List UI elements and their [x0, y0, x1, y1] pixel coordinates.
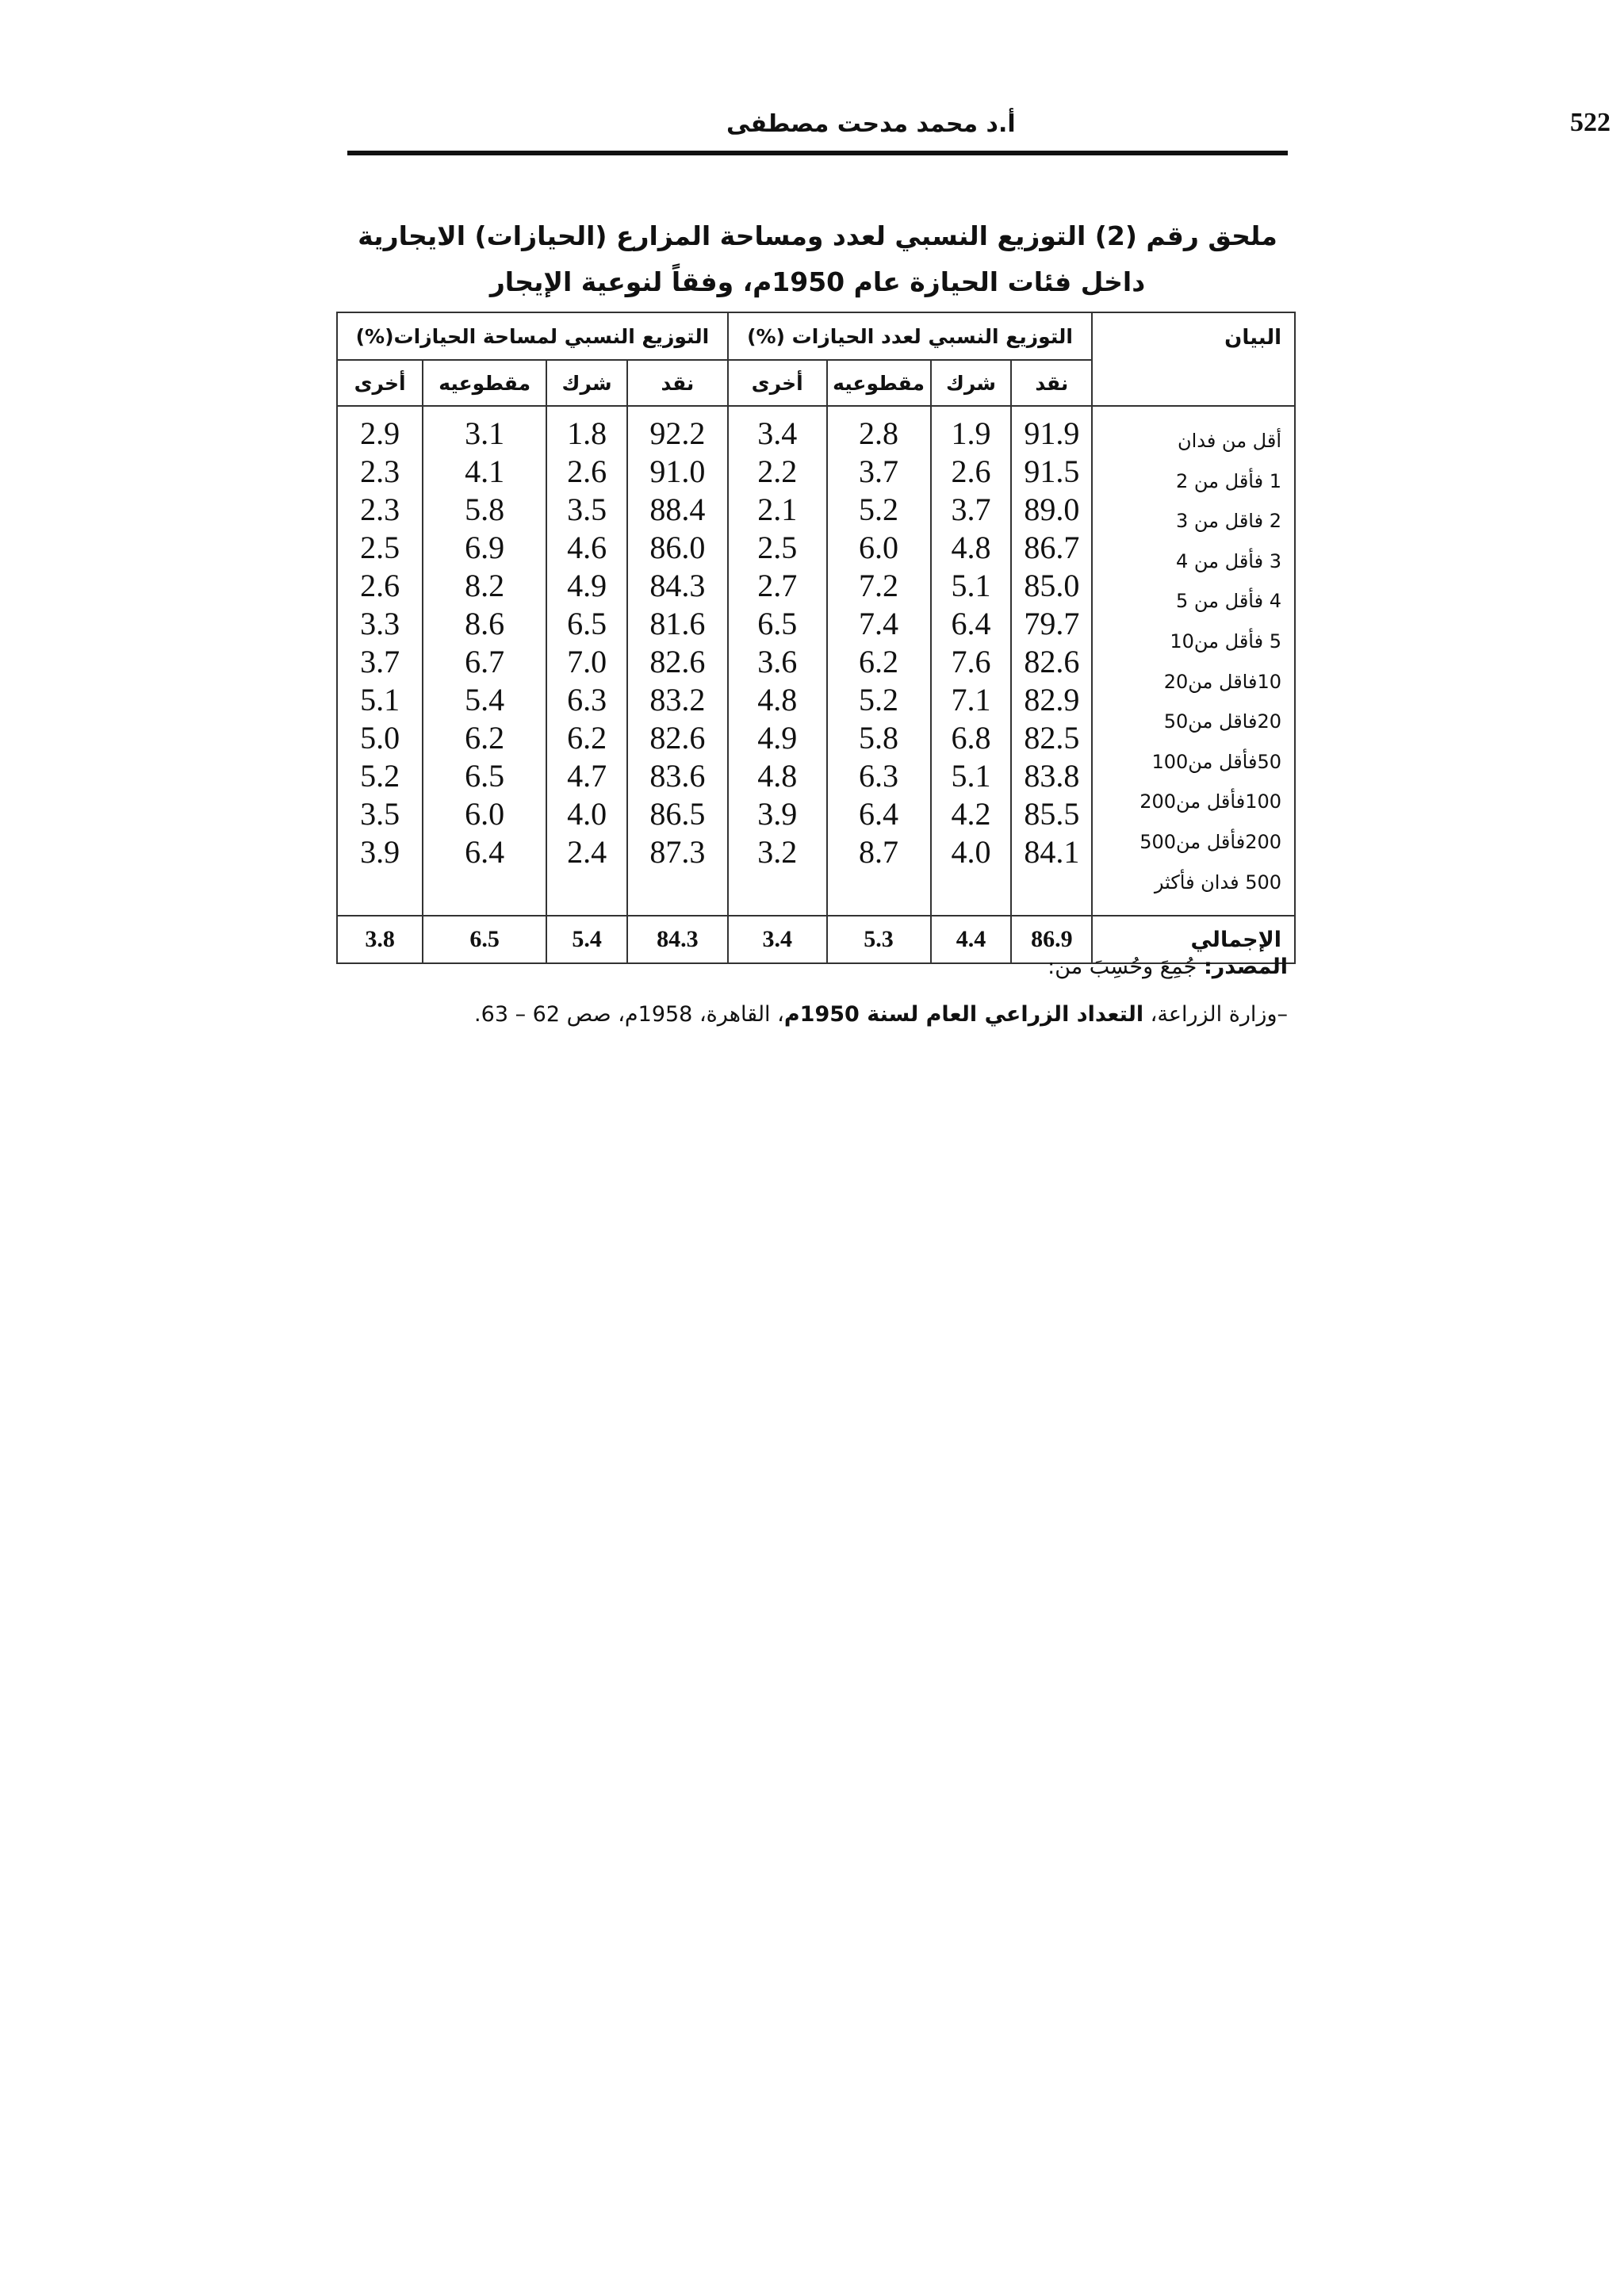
count-naqd-cell: 91.9: [1024, 415, 1080, 451]
area-sharak-cell: 6.5: [567, 606, 607, 641]
source-prefix: –وزارة الزراعة،: [1143, 1002, 1288, 1027]
area-ukhra-column: [337, 406, 423, 916]
total-count-naqd: 86.9: [1011, 916, 1092, 963]
count-subheader-ukhra: أخرى: [728, 360, 827, 406]
count-sharak-cell: 4.2: [951, 796, 991, 832]
count-sharak-cell: 2.6: [951, 453, 991, 489]
area-maqtouiya-cell: 3.1: [465, 415, 505, 451]
count-sharak-cell: 7.1: [951, 682, 991, 718]
area-sharak-cell: 2.6: [567, 453, 607, 489]
count-maqtouiya-cell: 3.7: [859, 453, 899, 489]
count-maqtouiya-cell: 7.2: [859, 568, 899, 603]
row-labels-cell: أقل من فدان: [1177, 430, 1281, 452]
count-ukhra-cell: 6.5: [757, 606, 798, 641]
count-sharak-cell: 7.6: [951, 644, 991, 679]
count-maqtouiya-cell: 5.2: [859, 682, 899, 718]
area-maqtouiya-cell: 8.2: [465, 568, 505, 603]
area-naqd-cell: 91.0: [649, 453, 706, 489]
row-labels-cell: 1 فأقل من 2: [1175, 469, 1281, 492]
count-ukhra-column: [728, 406, 827, 916]
area-naqd-cell: 88.4: [649, 492, 706, 527]
area-naqd-cell: 87.3: [649, 834, 706, 870]
total-count-maqtouiya: 5.3: [827, 916, 931, 963]
count-maqtouiya-cell: 2.8: [859, 415, 899, 451]
area-ukhra-cell: 5.2: [360, 758, 400, 794]
area-maqtouiya-cell: 6.9: [465, 530, 505, 565]
count-ukhra-cell: 4.9: [757, 720, 798, 756]
area-sharak-column: [546, 406, 627, 916]
area-maqtouiya-cell: 6.5: [465, 758, 505, 794]
area-sharak-cell: 4.7: [567, 758, 607, 794]
area-ukhra-cell: 3.7: [360, 644, 400, 679]
count-sharak-cell: 6.4: [951, 606, 991, 641]
area-ukhra-cell: 3.3: [360, 606, 400, 641]
count-maqtouiya-cell: 5.2: [859, 492, 899, 527]
area-sharak-cell: 6.2: [567, 720, 607, 756]
row-labels-cell: 500 فدان فأكثر: [1154, 871, 1281, 894]
area-ukhra-cell: 5.1: [360, 682, 400, 718]
area-sharak-cell: 6.3: [567, 682, 607, 718]
count-sharak-cell: 3.7: [951, 492, 991, 527]
area-ukhra-cell: 3.9: [360, 834, 400, 870]
page-number: 522: [1570, 108, 1611, 137]
count-naqd-cell: 79.7: [1024, 606, 1080, 641]
count-maqtouiya-cell: 7.4: [859, 606, 899, 641]
area-naqd-cell: 83.6: [649, 758, 706, 794]
area-ukhra-cell: 2.3: [360, 492, 400, 527]
area-naqd-cell: 84.3: [649, 568, 706, 603]
count-maqtouiya-cell: 6.3: [859, 758, 899, 794]
count-ukhra-cell: 3.6: [757, 644, 798, 679]
count-ukhra-cell: 3.4: [757, 415, 798, 451]
count-naqd-cell: 82.5: [1024, 720, 1080, 756]
count-ukhra-cell: 3.2: [757, 834, 798, 870]
area-sharak-cell: 7.0: [567, 644, 607, 679]
count-sharak-cell: 5.1: [951, 758, 991, 794]
count-naqd-cell: 82.9: [1024, 682, 1080, 718]
area-naqd-cell: 86.0: [649, 530, 706, 565]
row-labels-cell: 10فاقل من20: [1163, 670, 1281, 693]
count-naqd-cell: 85.5: [1024, 796, 1080, 832]
area-ukhra-cell: 2.9: [360, 415, 400, 451]
count-maqtouiya-column: [827, 406, 931, 916]
table-title-line-1: ملحق رقم (2) التوزيع النسبي لعدد ومساحة المزارع (الحيازات) الايجارية: [358, 220, 1277, 251]
source-line-2: [347, 1002, 1288, 1027]
total-area-maqtouiya: 6.5: [423, 916, 546, 963]
total-area-ukhra: 3.8: [337, 916, 423, 963]
count-naqd-cell: 84.1: [1024, 834, 1080, 870]
area-sharak-cell: 2.4: [567, 834, 607, 870]
row-labels-cell: 100فأقل من200: [1139, 790, 1281, 813]
count-sharak-cell: 6.8: [951, 720, 991, 756]
count-ukhra-cell: 3.9: [757, 796, 798, 832]
count-sharak-cell: 4.8: [951, 530, 991, 565]
count-sharak-cell: 4.0: [951, 834, 991, 870]
area-sharak-cell: 1.8: [567, 415, 607, 451]
area-maqtouiya-cell: 6.2: [465, 720, 505, 756]
count-sharak-column: [931, 406, 1012, 916]
total-area-naqd: 84.3: [627, 916, 728, 963]
area-maqtouiya-cell: 5.8: [465, 492, 505, 527]
area-subheader-maqtouiya: مقطوعيه: [423, 360, 546, 406]
area-maqtouiya-column: [423, 406, 546, 916]
count-naqd-cell: 83.8: [1024, 758, 1080, 794]
source-label-rest: جُمِعَ وحُسِبَ من:: [1048, 955, 1204, 979]
source-label: المصدر:: [1203, 955, 1288, 979]
distribution-table: [336, 312, 1296, 964]
source-line-1: [347, 955, 1288, 979]
area-maqtouiya-cell: 6.0: [465, 796, 505, 832]
area-ukhra-cell: 2.6: [360, 568, 400, 603]
area-sharak-cell: 4.6: [567, 530, 607, 565]
count-ukhra-cell: 4.8: [757, 682, 798, 718]
area-subheader-sharak: شرك: [546, 360, 627, 406]
author-name: أ.د محمد مدحت مصطفى: [726, 110, 1016, 138]
source-census-title: التعداد الزراعي العام لسنة 1950م: [783, 1002, 1144, 1027]
count-subheader-sharak: شرك: [931, 360, 1012, 406]
row-labels-column: [1092, 406, 1295, 916]
count-naqd-cell: 82.6: [1024, 644, 1080, 679]
area-maqtouiya-cell: 6.4: [465, 834, 505, 870]
count-ukhra-cell: 4.8: [757, 758, 798, 794]
count-subheader-naqd: نقد: [1011, 360, 1092, 406]
count-maqtouiya-cell: 6.0: [859, 530, 899, 565]
row-labels-cell: 3 فأقل من 4: [1175, 549, 1281, 572]
row-labels-cell: 200فأقل من500: [1139, 830, 1281, 853]
area-naqd-cell: 82.6: [649, 644, 706, 679]
row-labels-cell: 4 فأقل من 5: [1175, 590, 1281, 613]
row-labels-cell: 20فاقل من50: [1163, 710, 1281, 733]
area-subheader-naqd: نقد: [627, 360, 728, 406]
area-naqd-cell: 92.2: [649, 415, 706, 451]
area-maqtouiya-cell: 6.7: [465, 644, 505, 679]
count-ukhra-cell: 2.2: [757, 453, 798, 489]
count-group-header: التوزيع النسبي لعدد الحيازات (%): [728, 312, 1092, 360]
count-sharak-cell: 5.1: [951, 568, 991, 603]
total-count-sharak: 4.4: [931, 916, 1012, 963]
total-area-sharak: 5.4: [546, 916, 627, 963]
count-naqd-cell: 86.7: [1024, 530, 1080, 565]
area-ukhra-cell: 2.3: [360, 453, 400, 489]
area-sharak-cell: 4.9: [567, 568, 607, 603]
area-naqd-cell: 83.2: [649, 682, 706, 718]
row-labels-cell: 5 فأقل من10: [1170, 629, 1281, 652]
count-sharak-cell: 1.9: [951, 415, 991, 451]
area-naqd-column: [627, 406, 728, 916]
count-ukhra-cell: 2.5: [757, 530, 798, 565]
count-maqtouiya-cell: 8.7: [859, 834, 899, 870]
area-naqd-cell: 81.6: [649, 606, 706, 641]
page-header: [347, 101, 1611, 155]
area-ukhra-cell: 5.0: [360, 720, 400, 756]
source-suffix: ، القاهرة، 1958م، صص 62 – 63.: [474, 1002, 784, 1027]
total-label: الإجمالي: [1092, 916, 1295, 963]
count-ukhra-cell: 2.7: [757, 568, 798, 603]
row-labels-cell: 50فأقل من100: [1151, 750, 1281, 773]
total-count-ukhra: 3.4: [728, 916, 827, 963]
area-naqd-cell: 82.6: [649, 720, 706, 756]
area-ukhra-cell: 2.5: [360, 530, 400, 565]
count-naqd-cell: 89.0: [1024, 492, 1080, 527]
table-title-line-2: داخل فئات الحيازة عام 1950م، وفقاً لنوعية الإيجار: [489, 266, 1146, 297]
area-maqtouiya-cell: 8.6: [465, 606, 505, 641]
count-maqtouiya-cell: 5.8: [859, 720, 899, 756]
area-naqd-cell: 86.5: [649, 796, 706, 832]
area-subheader-ukhra: أخرى: [337, 360, 423, 406]
count-naqd-column: [1011, 406, 1092, 916]
count-subheader-maqtouiya: مقطوعيه: [827, 360, 931, 406]
area-sharak-cell: 4.0: [567, 796, 607, 832]
label-column-header: البيان: [1092, 312, 1295, 406]
count-naqd-cell: 91.5: [1024, 453, 1080, 489]
count-maqtouiya-cell: 6.4: [859, 796, 899, 832]
area-maqtouiya-cell: 4.1: [465, 453, 505, 489]
row-labels-cell: 2 فاقل من 3: [1175, 510, 1281, 533]
count-maqtouiya-cell: 6.2: [859, 644, 899, 679]
area-ukhra-cell: 3.5: [360, 796, 400, 832]
area-group-header: التوزيع النسبي لمساحة الحيازات(%): [337, 312, 728, 360]
area-maqtouiya-cell: 5.4: [465, 682, 505, 718]
count-ukhra-cell: 2.1: [757, 492, 798, 527]
count-naqd-cell: 85.0: [1024, 568, 1080, 603]
area-sharak-cell: 3.5: [567, 492, 607, 527]
